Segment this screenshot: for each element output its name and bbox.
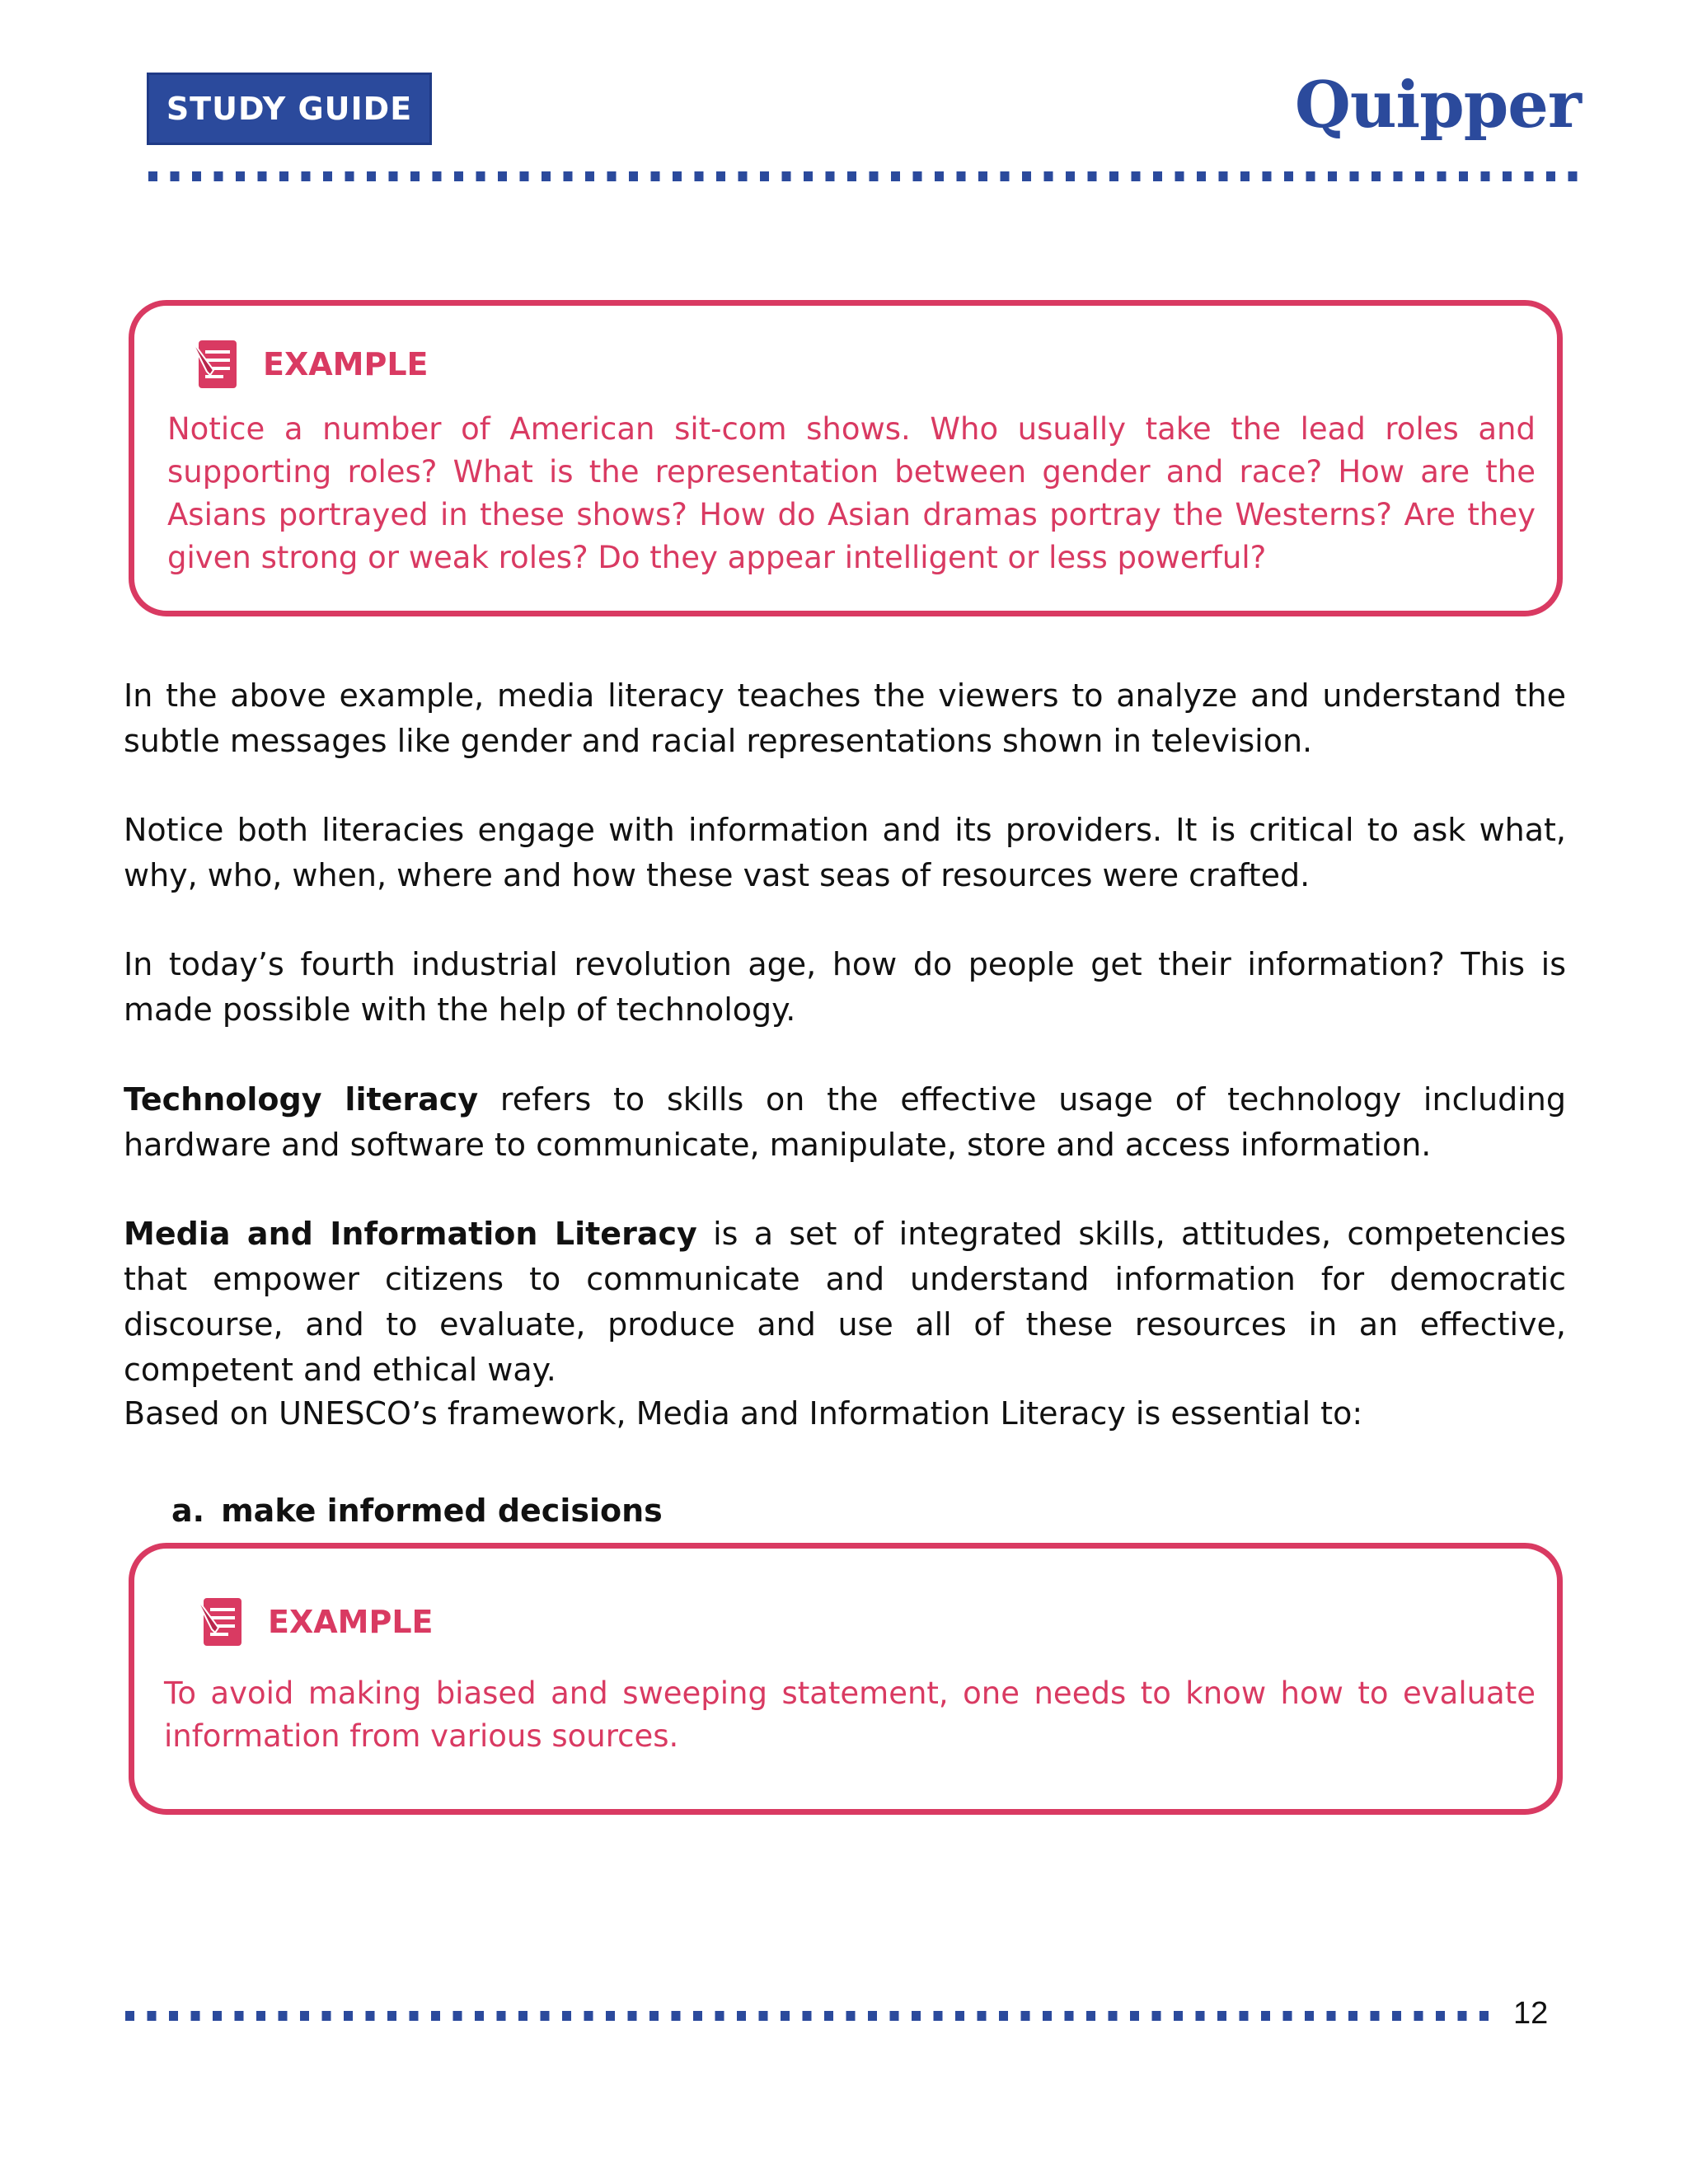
example-text: Notice a number of American sit-com shows. Who usually take the lead roles and supporting roles? What is the representation between gender and race? How are the Asians portrayed in these shows? How do Asian dramas portray the Westerns? Are they given strong or weak roles? Do they appear intelligent or less powerful? — [167, 411, 1536, 575]
list-item — [171, 1488, 663, 1534]
paragraph-fourth-industrial: In today’s fourth industrial revolution age, how do people get their information? This is made possible with the help of technology. — [124, 946, 1566, 1028]
mil-definition: is a set of integrated skills, attitudes, competencies that empower citizens to communicate and understand information for democratic discourse, and to evaluate, produce and use all of these resources in an effective, competent and ethical way. — [124, 1216, 1566, 1388]
quipper-logo: Quipper — [1294, 68, 1581, 143]
paragraph-media-literacy: In the above example, media literacy teaches the viewers to analyze and understand the subtle messages like gender and racial representations shown in television. — [124, 677, 1566, 759]
document-pen-icon — [185, 334, 246, 395]
example-text: To avoid making biased and sweeping statement, one needs to know how to evaluate information from various sources. — [164, 1675, 1536, 1754]
paragraph-unesco: Based on UNESCO’s framework, Media and Information Literacy is essential to: — [124, 1395, 1363, 1432]
paragraph-mil — [124, 1212, 1566, 1393]
term-mil: Media and Information Literacy — [124, 1216, 697, 1252]
page-number: 12 — [1513, 1996, 1549, 2031]
top-dotted-divider — [148, 171, 1582, 181]
paragraph-both-literacies: Notice both literacies engage with information and its providers. It is critical to ask what, why, who, when, where and how these vast seas of resources were crafted. — [124, 812, 1566, 893]
list-marker: a. — [171, 1493, 205, 1529]
paragraph-technology-literacy — [124, 1077, 1566, 1168]
list-item-text: make informed decisions — [221, 1493, 663, 1529]
technology-literacy-definition: refers to skills on the effective usage of technology including hardware and software to communicate, manipulate, store and access information. — [124, 1081, 1566, 1163]
study-guide-badge: STUDY GUIDE — [147, 73, 432, 145]
term-technology-literacy: Technology literacy — [124, 1081, 479, 1118]
example-box-2 — [129, 1543, 1563, 1815]
example-box-1 — [129, 300, 1563, 616]
example-header — [190, 1591, 434, 1652]
bottom-dotted-divider — [125, 2011, 1497, 2021]
example-label: EXAMPLE — [268, 1604, 434, 1640]
document-pen-icon — [190, 1591, 251, 1652]
example-label: EXAMPLE — [263, 346, 429, 382]
example-header — [185, 334, 429, 395]
